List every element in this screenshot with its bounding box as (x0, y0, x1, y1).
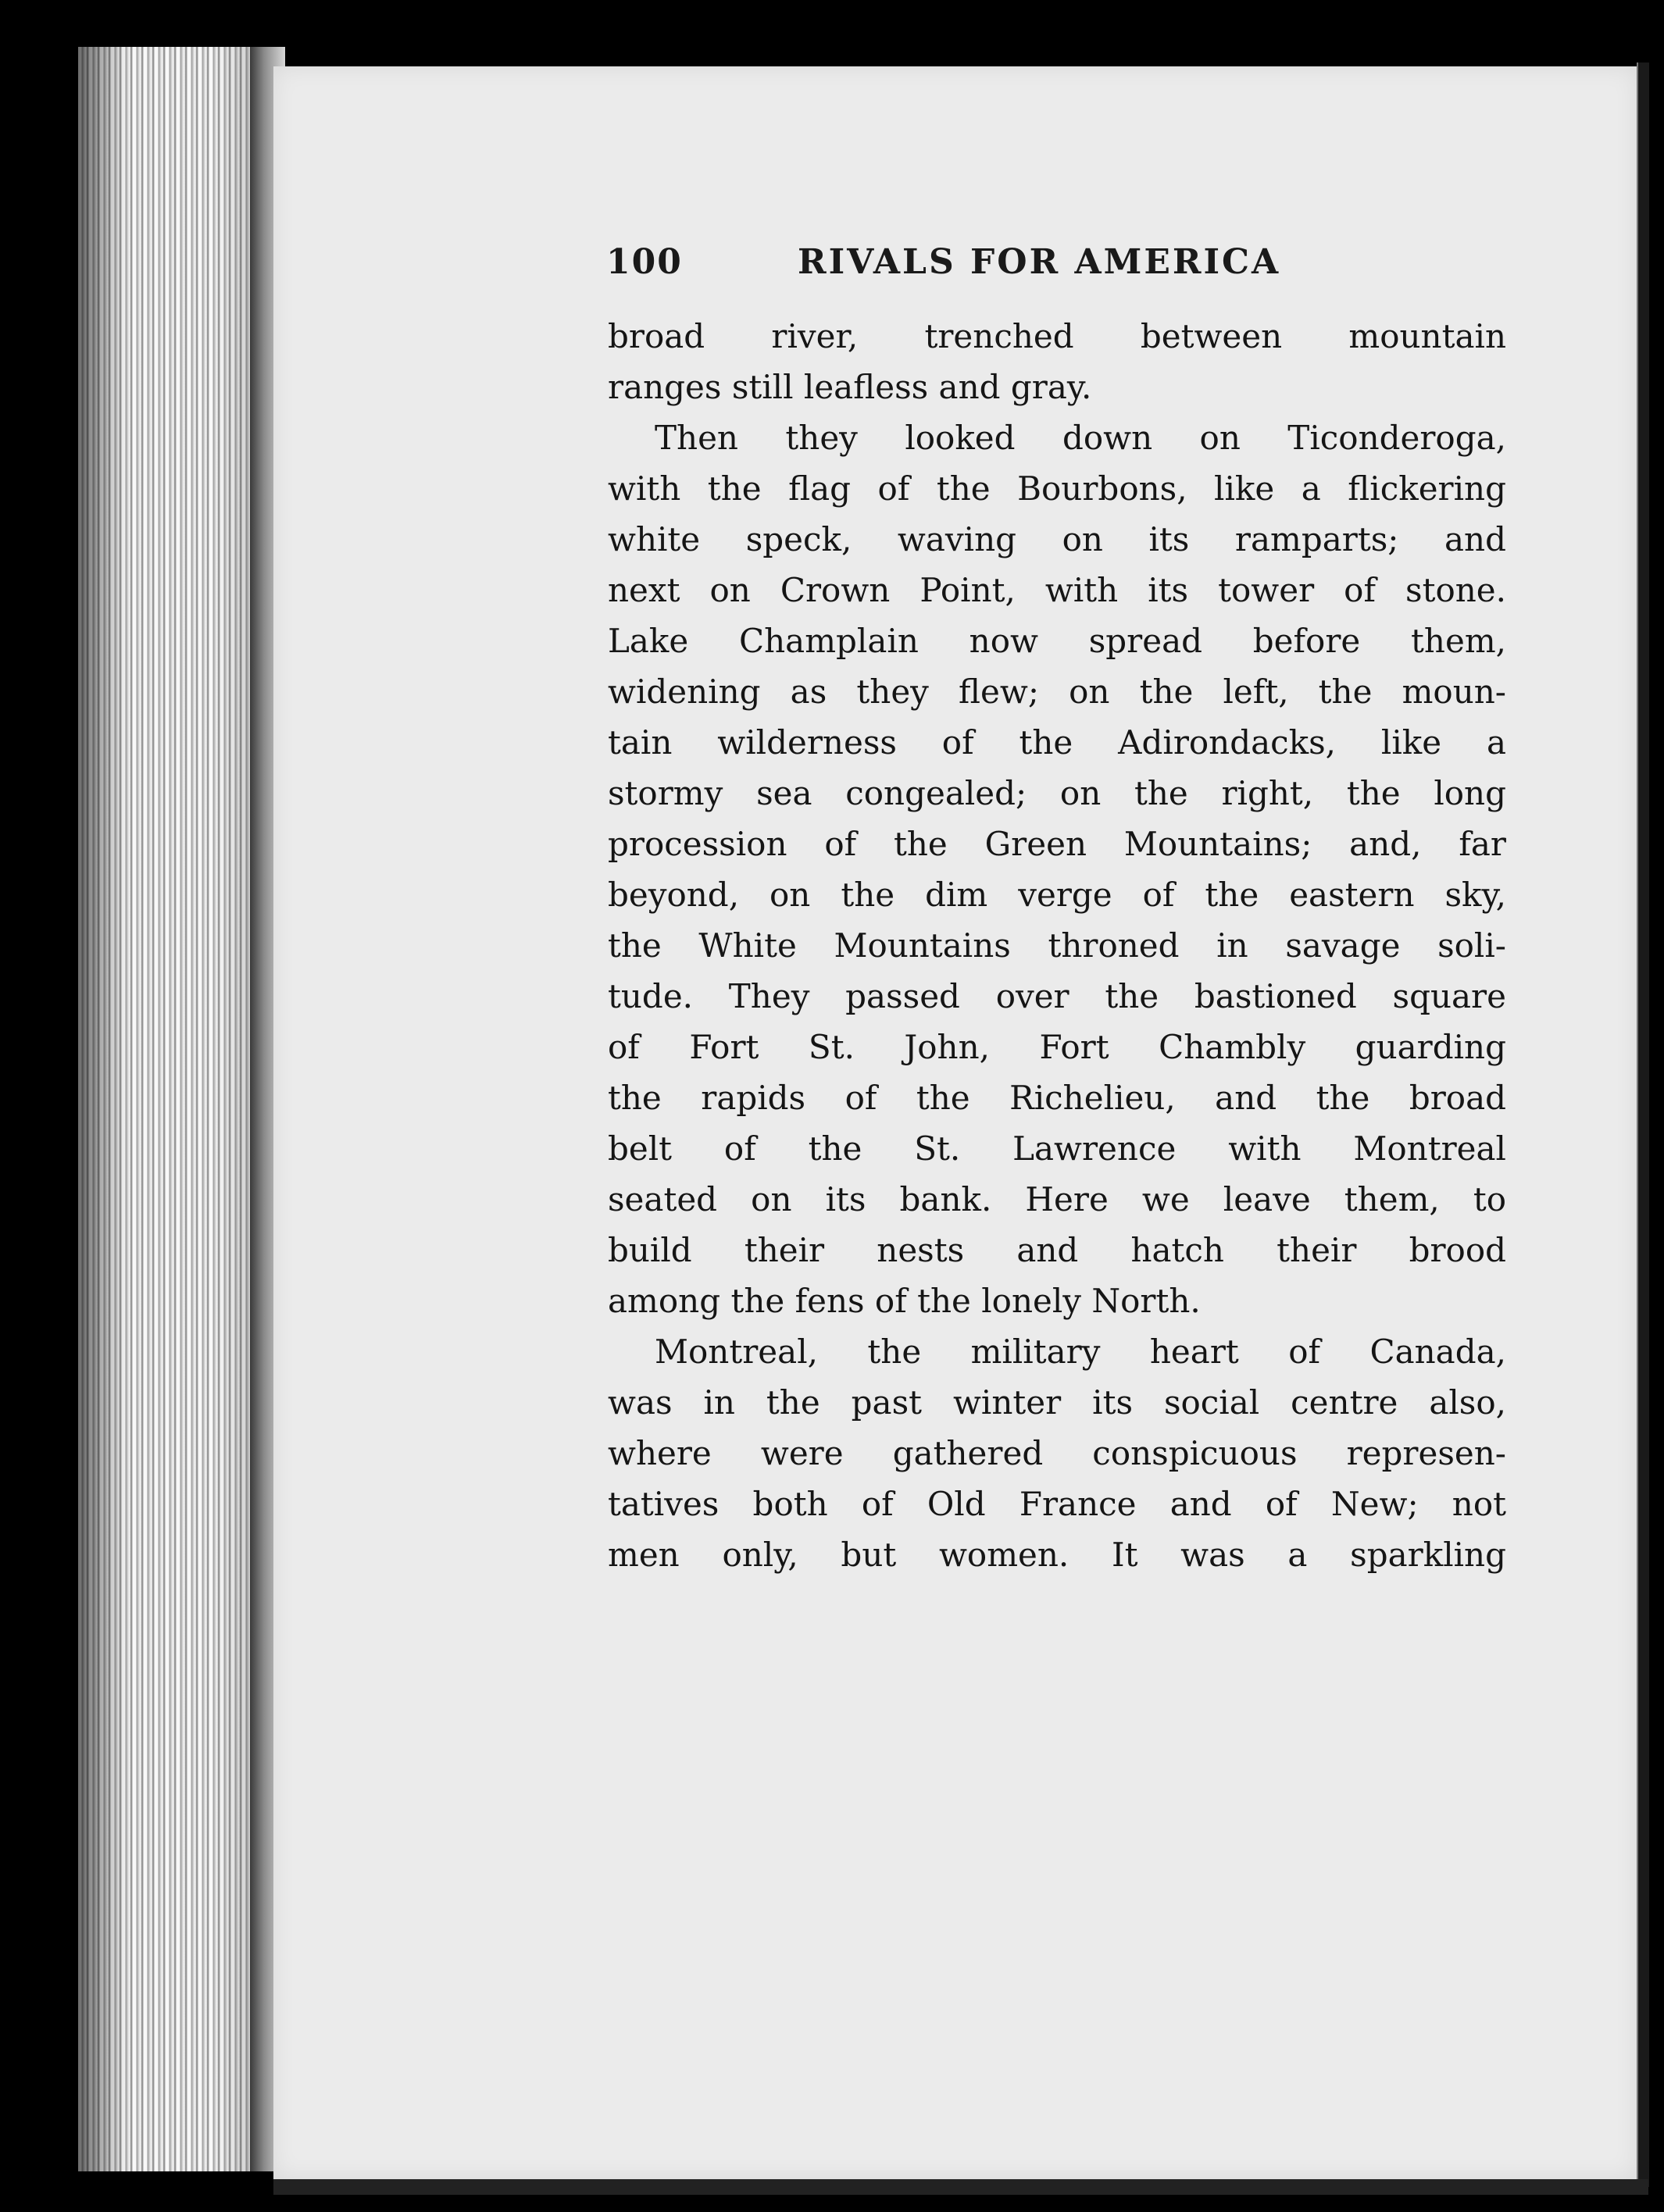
text-line: belt of the St. Lawrence with Montreal (608, 1129, 1506, 1168)
text-line: the White Mountains throned in savage soli- (608, 926, 1506, 965)
text-line: where were gathered conspicuous represen- (608, 1434, 1506, 1472)
text-line: tude. They passed over the bastioned square (608, 977, 1506, 1015)
text-line: of Fort St. John, Fort Chambly guarding (608, 1028, 1506, 1066)
text-line: was in the past winter its social centre also, (608, 1383, 1506, 1422)
text-line: tain wilderness of the Adirondacks, like a (608, 723, 1506, 762)
text-line: widening as they flew; on the left, the moun- (608, 673, 1506, 711)
text-line: build their nests and hatch their brood (608, 1231, 1506, 1269)
text-line: with the flag of the Bourbons, like a flickering (608, 469, 1506, 508)
text-line: tatives both of Old France and of New; not (608, 1485, 1506, 1523)
text-line: ranges still leafless and gray. (608, 368, 1092, 406)
text-line: Then they looked down on Ticonderoga, (655, 419, 1506, 457)
text-line: white speck, waving on its ramparts; and (608, 520, 1506, 558)
text-line: stormy sea congealed; on the right, the long (608, 774, 1506, 812)
running-title: RIVALS FOR AMERICA (798, 242, 1281, 282)
text-line: broad river, trenched between mountain (608, 317, 1506, 355)
book-page-edges (78, 47, 273, 2171)
text-line: beyond, on the dim verge of the eastern sky, (608, 876, 1506, 914)
text-line: among the fens of the lonely North. (608, 1282, 1201, 1320)
text-line: Montreal, the military heart of Canada, (655, 1333, 1506, 1371)
text-line: the rapids of the Richelieu, and the broad (608, 1079, 1506, 1117)
body-text (608, 311, 1506, 1580)
text-line: seated on its bank. Here we leave them, to (608, 1180, 1506, 1218)
page-bottom-edge (273, 2179, 1648, 2195)
text-line: men only, but women. It was a sparkling (608, 1536, 1506, 1574)
text-line: next on Crown Point, with its tower of stone. (608, 571, 1506, 609)
text-line: procession of the Green Mountains; and, far (608, 825, 1506, 863)
text-line: Lake Champlain now spread before them, (608, 622, 1506, 660)
page-number: 100 (606, 242, 683, 282)
page-header (606, 242, 1309, 289)
page-right-edge (1637, 62, 1649, 2187)
